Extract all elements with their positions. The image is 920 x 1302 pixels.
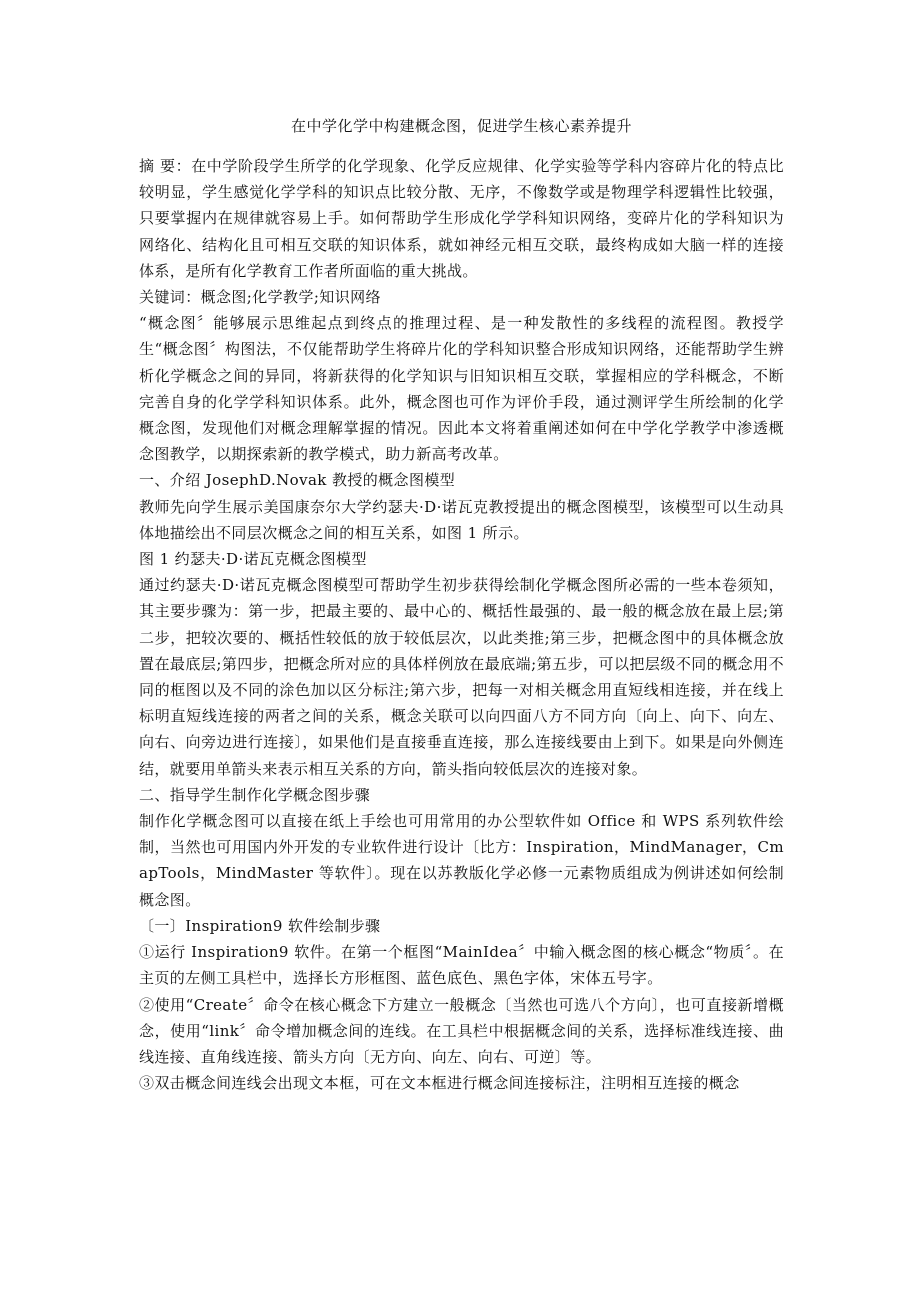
section-heading-2: 二、指导学生制作化学概念图步骤 [139, 785, 371, 804]
keywords-line: 关键词：概念图;化学教学;知识网络 [139, 288, 381, 307]
document-body [139, 153, 784, 1096]
step-3-paragraph: ③双击概念间连线会出现文本框，可在文本框进行概念间连接标注，注明相互连接的概念 [139, 1074, 740, 1093]
document-title: 在中学化学中构建概念图，促进学生核心素养提升 [290, 117, 632, 135]
model-steps-paragraph: 通过约瑟夫·D·诺瓦克概念图模型可帮助学生初步获得绘制化学概念图所必需的一些本卷须知，其主要步骤为：第一步，把最主要的、最中心的、概括性最强的、最一般的概念放在最上层;第二步，把较次要的、概括性较低的放于较低层次，以此类推;第三步，把概念图中的具体概念放置在最底层;第四步，把概念所对应的具体样例放在最底端;第五步，可以把层级不同的概念用不同的框图以及不同的涂色加以区分标注;第六步，把每一对相关概念用直短线相连接，并在线上标明直短线连接的两者之间的关系，概念关联可以向四面八方不同方向〔向上、向下、向左、向右、向旁边进行连接〕，如果他们是直接垂直连接，那么连接线要由上到下。如果是向外侧连结，就要用单箭头来表示相互关系的方向，箭头指向较低层次的连接对象。 [139, 576, 784, 778]
step-1-paragraph: ①运行 Inspiration9 软件。在第一个框图“MainIdea〞中输入概念图的核心概念“物质〞。在主页的左侧工具栏中，选择长方形框图、蓝色底色、黑色字体，宋体五号字。 [139, 943, 784, 988]
section-2-paragraph: 制作化学概念图可以直接在纸上手绘也可用常用的办公型软件如 Office 和 WPS 系列软件绘制，当然也可用国内外开发的专业软件进行设计〔比方：Inspiration，MindManager，CmapTools，MindMaster 等软件〕。现在以苏教版化学必修一元素物质组成为例讲述如何绘制概念图。 [139, 812, 784, 909]
section-1-paragraph: 教师先向学生展示美国康奈尔大学约瑟夫·D·诺瓦克教授提出的概念图模型，该模型可以生动具体地描绘出不同层次概念之间的相互关系，如图 1 所示。 [139, 497, 784, 542]
figure-caption: 图 1 约瑟夫·D·诺瓦克概念图模型 [139, 550, 367, 569]
abstract-paragraph: 摘 要：在中学阶段学生所学的化学现象、化学反应规律、化学实验等学科内容碎片化的特点比较明显，学生感觉化学学科的知识点比较分散、无序，不像数学或是物理学科逻辑性比较强，只要掌握内在规律就容易上手。如何帮助学生形成化学学科知识网络，变碎片化的学科知识为网络化、结构化且可相互交联的知识体系，就如神经元相互交联，最终构成如大脑一样的连接体系，是所有化学教育工作者所面临的重大挑战。 [139, 157, 784, 280]
intro-paragraph: “概念图〞能够展示思维起点到终点的推理过程、是一种发散性的多线程的流程图。教授学生“概念图〞构图法，不仅能帮助学生将碎片化的学科知识整合形成知识网络，还能帮助学生辨析化学概念之间的异同，将新获得的化学知识与旧知识相互交联，掌握相应的学科概念，不断完善自身的化学学科知识体系。此外，概念图也可作为评价手段，通过测评学生所绘制的化学概念图，发现他们对概念理解掌握的情况。因此本文将着重阐述如何在中学化学教学中渗透概念图教学，以期探索新的教学模式，助力新高考改革。 [139, 314, 784, 464]
step-2-paragraph: ②使用“Create〞命令在核心概念下方建立一般概念〔当然也可选八个方向〕，也可直接新增概念，使用“link〞命令增加概念间的连线。在工具栏中根据概念间的关系，选择标准线连接、曲线连接、直角线连接、箭头方向〔无方向、向左、向右、可逆〕等。 [139, 995, 784, 1066]
section-heading-1: 一、介绍 JosephD.Novak 教授的概念图模型 [139, 471, 456, 490]
subsection-heading-1: 〔一〕Inspiration9 软件绘制步骤 [139, 916, 381, 935]
